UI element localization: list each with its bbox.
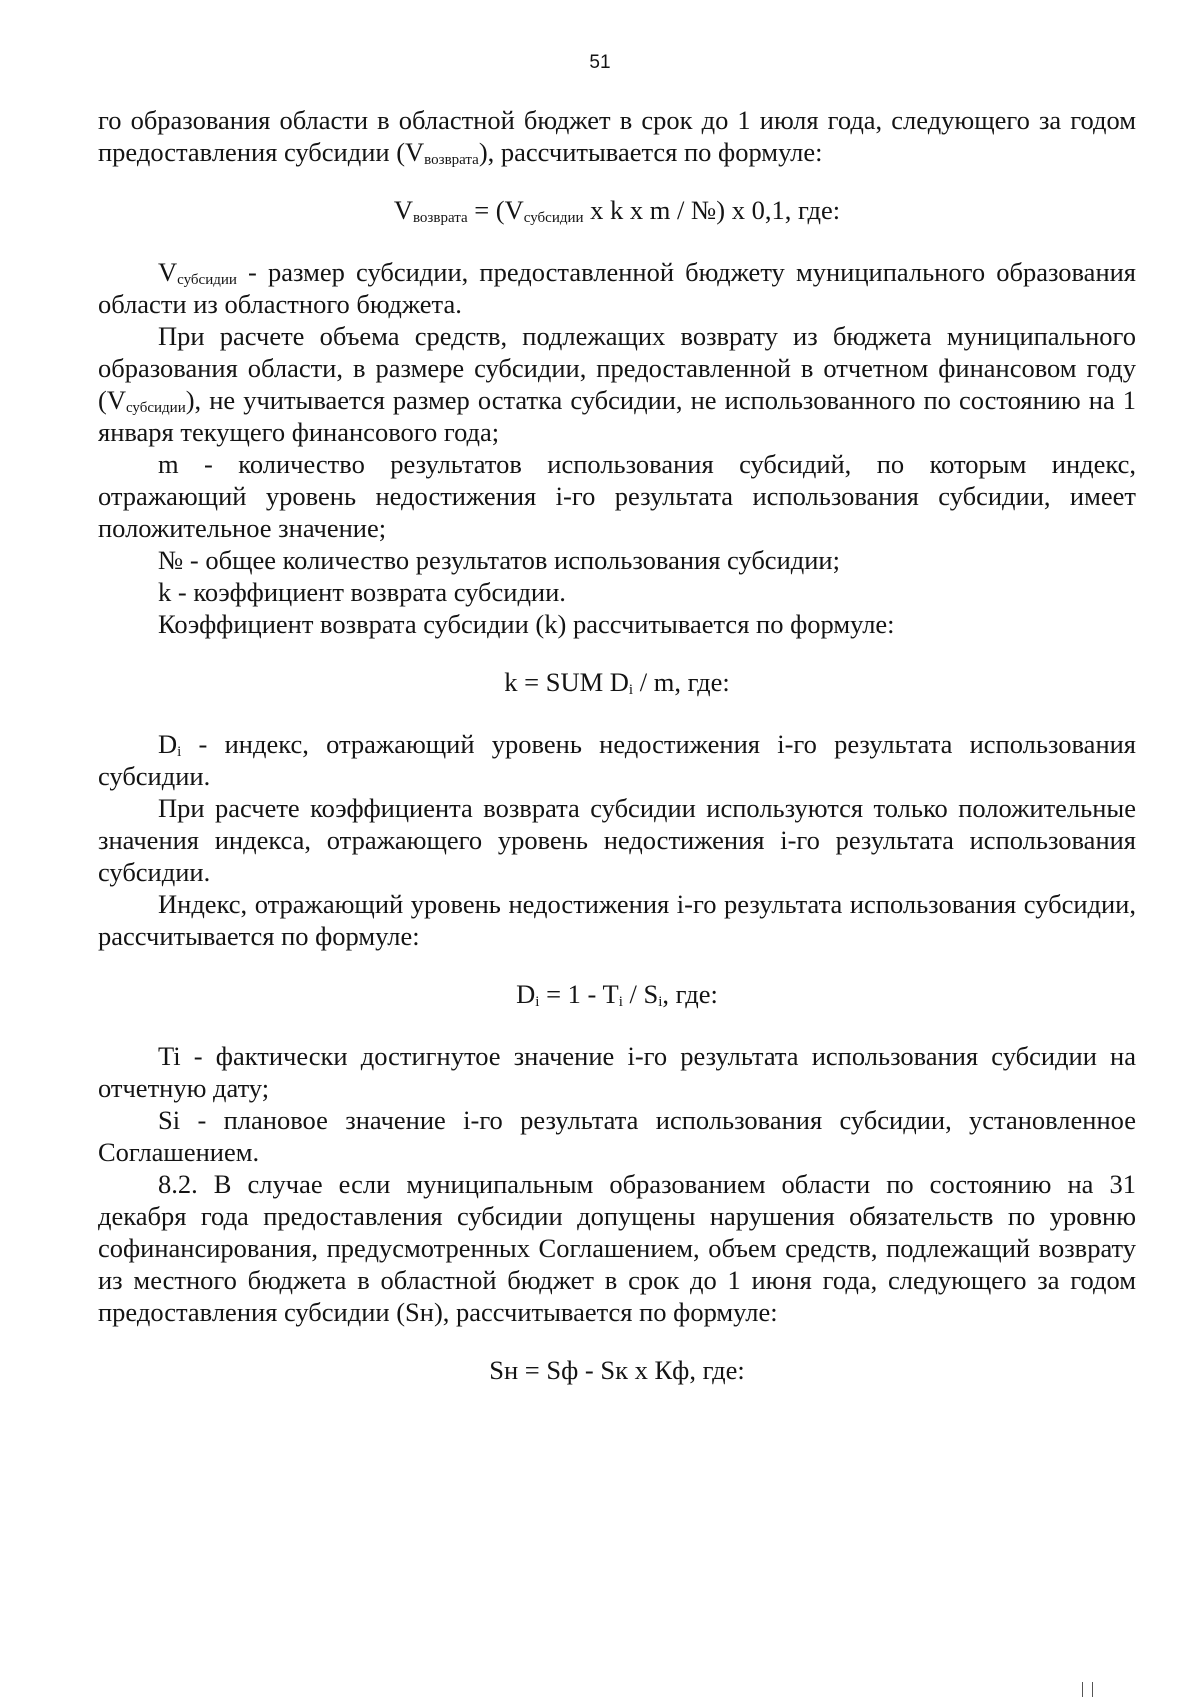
paragraph-return-volume: го образования области в областной бюджет в срок до 1 июля года, следующего за годом предоставления субсидии $(V_{возврата})$, рассчитывается по формуле: xyxy=(98,105,1136,168)
definition-k: k - коэффициент возврата субсидии. xyxy=(158,577,566,607)
definition-number: № - общее количество результатов использования субсидии; xyxy=(158,545,840,575)
scan-artifact-mark xyxy=(1082,1682,1083,1697)
page-number: 51 xyxy=(589,52,611,73)
paragraph-8-2: 8.2. В случае если муниципальным образованием области по состоянию на 31 декабря года предоставления субсидии допущены нарушения обязательств по уровню софинансирования, предусмотренных Соглашением, объем средств, подлежащий возврату из местного бюджета в областной бюджет в срок до 1 июня года, следующего за годом предоставления субсидии (Sн), рассчитывается по формуле: xyxy=(98,1169,1136,1327)
paragraph-k-formula-intro: Коэффициент возврата субсидии (k) рассчитывается по формуле: xyxy=(158,609,895,639)
formula-v-return: $V_{возврата} = (V_{субсидии}$ x k x m / №) x 0,1, где: xyxy=(393,195,841,226)
formula-sn: Sн = Sф - Sк x Кф, где: xyxy=(489,1355,745,1385)
formula-k: k = SUM $D_i$ / m, где: xyxy=(504,667,730,698)
formula-di: $D_i = 1 - T_i / S_i$, где: xyxy=(516,979,718,1010)
definition-ti: Ti - фактически достигнутое значение i-го результата использования субсидии на отчетную дату; xyxy=(98,1041,1136,1103)
definition-di: $D_i$ - индекс, отражающий уровень недостижения i-го результата использования субсидии. xyxy=(98,729,1136,791)
definition-si: Si - плановое значение i-го результата использования субсидии, установленное Соглашением. xyxy=(98,1105,1136,1167)
scan-artifact-mark xyxy=(1092,1682,1093,1697)
document-body xyxy=(98,104,1136,1416)
paragraph-calculation-note: При расчете объема средств, подлежащих возврату из бюджета муниципального образования области, в размере субсидии, предоставленной в отчетном финансовом году $(V_{субсидии})$, не учитывается размер остатка субсидии, не использованного по состоянию на 1 января текущего финансового года; xyxy=(98,321,1136,447)
paragraph-index-formula-intro: Индекс, отражающий уровень недостижения i-го результата использования субсидии, рассчитывается по формуле: xyxy=(98,889,1136,951)
definition-m: m - количество результатов использования субсидий, по которым индекс, отражающий уровень недостижения i-го результата использования субсидии, имеет положительное значение; xyxy=(98,449,1136,543)
definition-v-subsidy: $V_{субсидии}$ - размер субсидии, предоставленной бюджету муниципального образования области из областного бюджета. xyxy=(98,257,1136,319)
paragraph-positive-values: При расчете коэффициента возврата субсидии используются только положительные значения индекса, отражающего уровень недостижения i-го результата использования субсидии. xyxy=(98,793,1136,887)
